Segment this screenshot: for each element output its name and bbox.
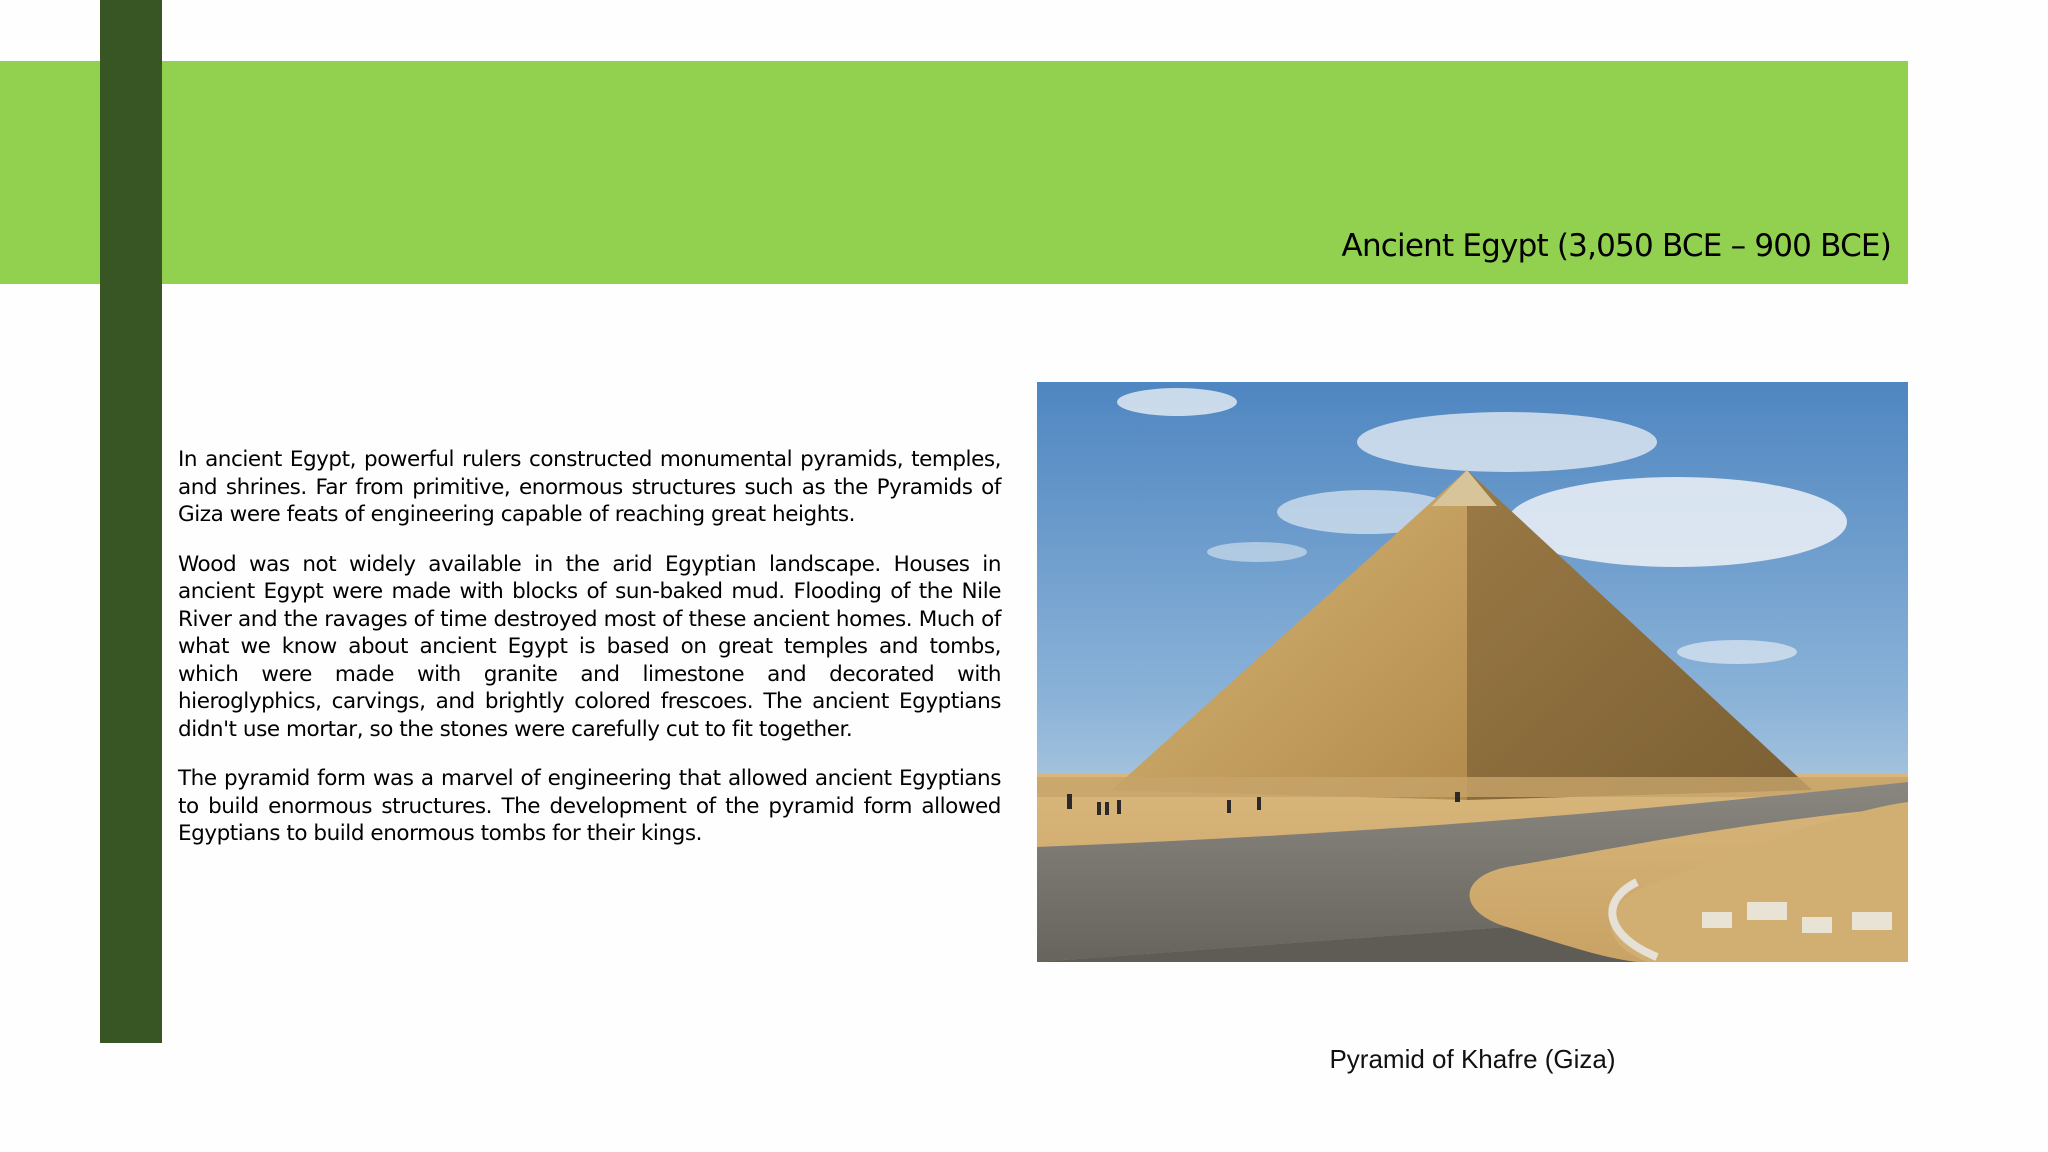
image-caption: Pyramid of Khafre (Giza) [1329,1044,1616,1074]
slide-title: Ancient Egypt (3,050 BCE – 900 BCE) [1341,228,1891,264]
body-text [178,446,1001,870]
paragraph-2: Wood was not widely available in the arid Egyptian landscape. Houses in ancient Egypt were made with blocks of sun-baked mud. Flooding of the Nile River and the ravages of time destroyed most of these ancient homes. Much of what we know about ancient Egypt is based on great temples and tombs, which were made with granite and limestone and decorated with hieroglyphics, carvings, and brightly colored frescoes. The ancient Egyptians didn't use mortar, so the stones were carefully cut to fit together. [178,551,1001,742]
accent-side-bar [100,0,162,1043]
paragraph-3: The pyramid form was a marvel of engineering that allowed ancient Egyptians to build enormous structures. The development of the pyramid form allowed Egyptians to build enormous tombs for their kings. [178,766,1001,846]
pyramid-photo [1037,382,1908,962]
paragraph-1: In ancient Egypt, powerful rulers constructed monumental pyramids, temples, and shrines. Far from primitive, enormous structures such as the Pyramids of Giza were feats of engineering capable of reaching great heights. [178,447,1001,527]
